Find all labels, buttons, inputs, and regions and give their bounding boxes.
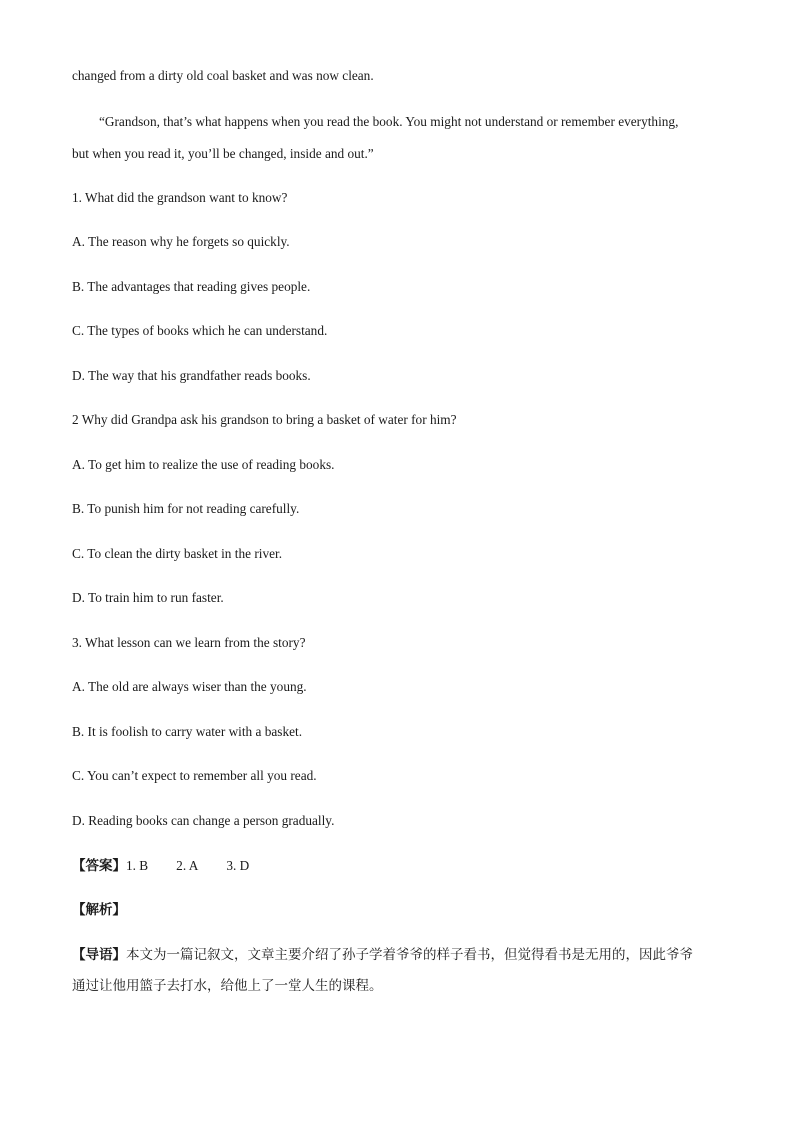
question-3-option-b: B. It is foolish to carry water with a basket.	[72, 724, 303, 739]
analysis-line	[72, 901, 126, 919]
question-3-option-d: D. Reading books can change a person gradually.	[72, 813, 335, 828]
question-3-option-c: C. You can’t expect to remember all you read.	[72, 768, 317, 783]
guide-label: 【导语】	[72, 947, 126, 963]
passage-line-1: changed from a dirty old coal basket and was now clean.	[72, 68, 374, 83]
question-1-option-b: B. The advantages that reading gives people.	[72, 279, 311, 294]
guide-text-1: 本文为一篇记叙文，文章主要介绍了孙子学着爷爷的样子看书，但觉得看书是无用的，因此爷爷	[126, 947, 693, 963]
question-3-option-a: A. The old are always wiser than the young.	[72, 679, 307, 694]
answer-3: 3. D	[226, 858, 250, 873]
answer-line	[72, 857, 249, 875]
answer-2: 2. A	[176, 858, 199, 873]
question-2-option-b: B. To punish him for not reading carefully.	[72, 501, 300, 516]
question-1-stem: 1. What did the grandson want to know?	[72, 190, 288, 205]
question-3-stem: 3. What lesson can we learn from the story?	[72, 635, 306, 650]
analysis-label: 【解析】	[72, 902, 126, 918]
passage-line-3: but when you read it, you’ll be changed, inside and out.”	[72, 146, 374, 161]
answer-label: 【答案】	[72, 858, 126, 874]
question-2-stem: 2 Why did Grandpa ask his grandson to bring a basket of water for him?	[72, 412, 457, 427]
answer-1: 1. B	[126, 858, 149, 873]
guide-line-2: 通过让他用篮子去打水，给他上了一堂人生的课程。	[72, 978, 383, 994]
question-2-option-d: D. To train him to run faster.	[72, 590, 224, 605]
question-1-option-a: A. The reason why he forgets so quickly.	[72, 234, 290, 249]
passage-line-2: “Grandson, that’s what happens when you read the book. You might not understand or remember everything,	[99, 114, 679, 129]
question-2-option-a: A. To get him to realize the use of reading books.	[72, 457, 335, 472]
guide-line-1	[72, 946, 693, 964]
question-1-option-c: C. The types of books which he can understand.	[72, 323, 328, 338]
question-2-option-c: C. To clean the dirty basket in the river.	[72, 546, 283, 561]
question-1-option-d: D. The way that his grandfather reads books.	[72, 368, 311, 383]
